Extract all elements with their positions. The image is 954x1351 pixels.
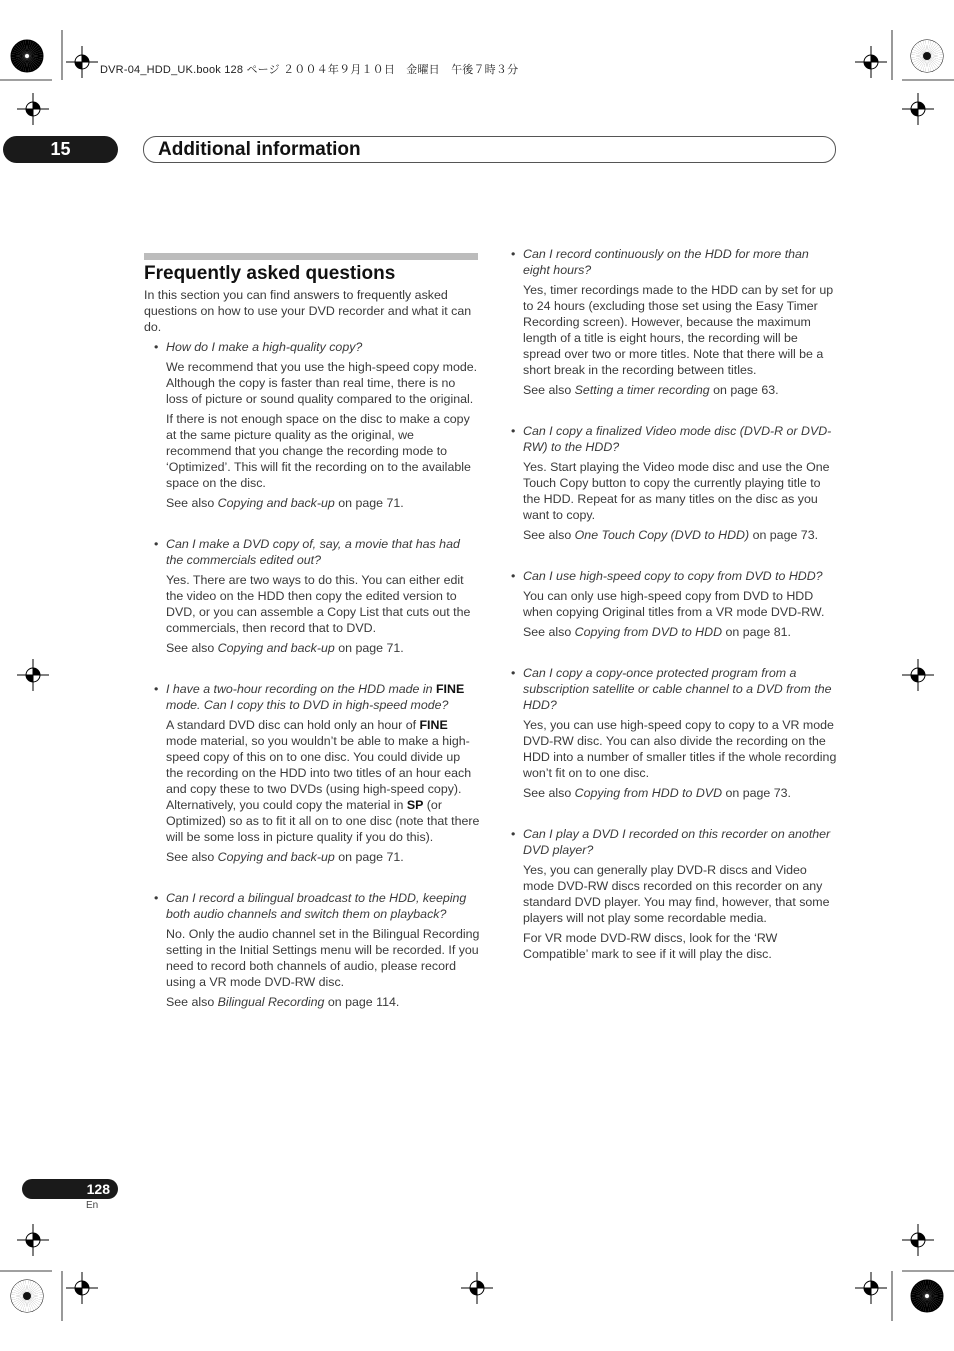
faq-answer: Yes. There are two ways to do this. You can either edit the video on the HDD then copy the edited version to DVD, or you can assemble a Copy List that cuts out the commercials, then record that to DVD. (166, 573, 471, 635)
faq-item (501, 665, 837, 801)
faq-see-also: See also Copying from DVD to HDD on page 81. (523, 625, 791, 639)
chapter-number: 15 (50, 139, 71, 159)
faq-see-also: See also Copying and back-up on page 71. (166, 641, 404, 655)
page-number: 128 (86, 1181, 110, 1197)
faq-answer: For VR mode DVD-RW discs, look for the ‘RW Compatible’ mark to see if it will play the disc. (523, 931, 778, 961)
faq-question: • Can I use high-speed copy to copy from DVD to HDD? (501, 568, 837, 584)
faq-answer: Yes, you can generally play DVD-R discs and Video mode DVD-RW discs recorded on this recorder on any standard DVD player. You may find, however, that some players will not play some recordable media. (523, 863, 830, 925)
section-intro: In this section you can find answers to frequently asked questions on how to use your DVD recorder and what it can do. (144, 288, 472, 334)
faq-question: • Can I copy a finalized Video mode disc (DVD-R or DVD-RW) to the HDD? (501, 423, 837, 455)
print-header: DVR-04_HDD_UK.book 128 ページ ２００４年９月１０日 金曜日 午後７時３分 (100, 64, 519, 76)
section-rule (144, 253, 478, 260)
faq-column-left (144, 339, 480, 1010)
faq-see-also: See also Setting a timer recording on page 63. (523, 383, 779, 397)
faq-see-also: See also Copying and back-up on page 71. (166, 850, 404, 864)
faq-see-also: See also Bilingual Recording on page 114. (166, 995, 400, 1009)
language-code: En (86, 1200, 99, 1211)
faq-item (501, 826, 837, 962)
faq-item (501, 423, 837, 543)
faq-answer: Yes, timer recordings made to the HDD can by set for up to 24 hours (excluding those set using the Easy Timer Recording screen). However, because the maximum length of a title is eight hours, the recording will be spread over two or more titles. Note that there will be a short break in the recording between titles. (523, 283, 834, 377)
faq-question: • Can I make a DVD copy of, say, a movie that has had the commercials edited out? (144, 536, 480, 568)
faq-item (144, 681, 480, 865)
section-title: Frequently asked questions (144, 263, 396, 284)
faq-answer: No. Only the audio channel set in the Bilingual Recording setting in the Initial Settings menu will be recorded. If you need to record both channels of audio, please record using a VR mode DVD-RW disc. (166, 927, 480, 989)
faq-item (144, 890, 480, 1010)
faq-column-right (501, 246, 837, 962)
faq-answer: A standard DVD disc can hold only an hour of FINE mode material, so you wouldn’t be able to make a high-speed copy of this on to one disc. You could divide up the recording on the HDD into two titles of an hour each and copy these to two DVDs (using high-speed copy). Alternatively, you could copy the material in SP (or Optimized) so as to fit it all on to one disc (note that there will be some loss in picture quality if you do this). (166, 718, 480, 844)
faq-question: • Can I record continuously on the HDD for more than eight hours? (501, 246, 837, 278)
faq-question: • Can I play a DVD I recorded on this recorder on another DVD player? (501, 826, 837, 858)
faq-item (501, 246, 837, 398)
faq-question: • How do I make a high-quality copy? (144, 339, 480, 355)
faq-answer: Yes, you can use high-speed copy to copy to a VR mode DVD-RW disc. You can also divide the recording on the HDD into a number of smaller titles if the whole recording won’t fit on to one disc. (523, 718, 837, 780)
faq-answer: We recommend that you use the high-speed copy mode. Although the copy is faster than real time, there is no loss of picture or sound quality compared to the original. (166, 360, 478, 406)
faq-see-also: See also Copying from HDD to DVD on page 73. (523, 786, 791, 800)
faq-question: • I have a two-hour recording on the HDD made in FINE mode. Can I copy this to DVD in high-speed mode? (144, 681, 480, 713)
faq-answer: If there is not enough space on the disc to make a copy at the same picture quality as the original, we recommend that you change the recording mode to ‘Optimized’. This will fit the recording on to the available space on the disc. (166, 412, 471, 490)
faq-answer: Yes. Start playing the Video mode disc and use the One Touch Copy button to copy the currently playing title to the HDD. Repeat for as many titles on the disc as you want to copy. (523, 460, 830, 522)
faq-item (501, 568, 837, 640)
faq-question: • Can I copy a copy-once protected program from a subscription satellite or cable channel to a DVD from the HDD? (501, 665, 837, 713)
faq-question: • Can I record a bilingual broadcast to the HDD, keeping both audio channels and switch them on playback? (144, 890, 480, 922)
faq-item (144, 339, 480, 511)
faq-answer: You can only use high-speed copy from DVD to HDD when copying Original titles from a VR mode DVD-RW. (523, 589, 825, 619)
faq-see-also: See also One Touch Copy (DVD to HDD) on page 73. (523, 528, 819, 542)
chapter-title: Additional information (158, 139, 361, 160)
faq-item (144, 536, 480, 656)
faq-see-also: See also Copying and back-up on page 71. (166, 496, 404, 510)
